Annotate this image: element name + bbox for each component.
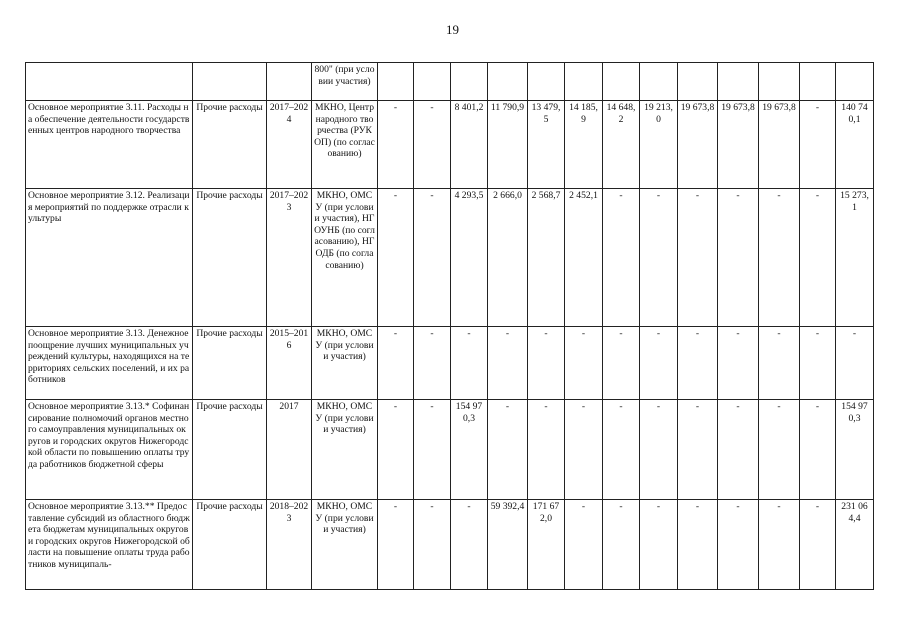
value-cell: 11 790,9	[488, 101, 528, 189]
executor-cell: 800" (при условии участия)	[312, 63, 378, 101]
funding-source-cell: Прочие расходы	[193, 500, 267, 590]
value-cell: -	[640, 327, 678, 400]
page-number: 19	[446, 22, 459, 37]
table-row	[26, 101, 874, 189]
value-cell: -	[640, 500, 678, 590]
value-cell: -	[640, 400, 678, 500]
value-cell: 19 673,8	[678, 101, 718, 189]
value-cell: -	[378, 327, 414, 400]
value-cell	[451, 63, 488, 101]
table-row	[26, 189, 874, 327]
value-cell: -	[565, 327, 603, 400]
executor-cell: МКНО, ОМСУ (при условии участия)	[312, 500, 378, 590]
value-cell	[565, 63, 603, 101]
value-cell: 140 740,1	[836, 101, 874, 189]
value-cell	[800, 63, 836, 101]
value-cell: -	[603, 189, 640, 327]
activity-name-cell	[26, 63, 193, 101]
value-cell: 14 185,9	[565, 101, 603, 189]
value-cell: 19 213,0	[640, 101, 678, 189]
value-cell	[528, 63, 565, 101]
value-cell: -	[414, 101, 451, 189]
funding-source-cell: Прочие расходы	[193, 327, 267, 400]
value-cell	[488, 63, 528, 101]
value-cell: -	[678, 500, 718, 590]
value-cell: -	[378, 500, 414, 590]
value-cell: 19 673,8	[718, 101, 759, 189]
table-row	[26, 500, 874, 590]
value-cell	[414, 63, 451, 101]
value-cell: 171 672,0	[528, 500, 565, 590]
value-cell	[836, 63, 874, 101]
executor-cell: МКНО, ОМСУ (при условии участия), НГОУНБ (по согласованию), НГОДБ (по согласованию)	[312, 189, 378, 327]
activity-name-cell: Основное мероприятие 3.11. Расходы на обеспечение деятельности государственных центров народного творчества	[26, 101, 193, 189]
value-cell: -	[565, 500, 603, 590]
value-cell: -	[759, 327, 800, 400]
value-cell: 4 293,5	[451, 189, 488, 327]
funding-source-cell: Прочие расходы	[193, 400, 267, 500]
period-cell	[267, 63, 312, 101]
value-cell: 2 568,7	[528, 189, 565, 327]
value-cell: -	[800, 327, 836, 400]
value-cell: 59 392,4	[488, 500, 528, 590]
value-cell: -	[414, 327, 451, 400]
executor-cell: МКНО, ОМСУ (при условии участия)	[312, 327, 378, 400]
activity-name-cell: Основное мероприятие 3.13.* Софинансирование полномочий органов местного самоуправления муниципальных округов и городских округов Нижегородской области по повышению оплаты труда работников бюджетной сферы	[26, 400, 193, 500]
value-cell: -	[603, 400, 640, 500]
value-cell	[678, 63, 718, 101]
activity-name-cell: Основное мероприятие 3.13. Денежное поощрение лучших муниципальных учреждений культуры, находящихся на территориях сельских поселений, и их работников	[26, 327, 193, 400]
value-cell: -	[718, 189, 759, 327]
table-row	[26, 327, 874, 400]
funding-source-cell: Прочие расходы	[193, 101, 267, 189]
table-row	[26, 63, 874, 101]
value-cell: -	[488, 400, 528, 500]
value-cell: 154 970,3	[451, 400, 488, 500]
value-cell: -	[378, 189, 414, 327]
value-cell: -	[678, 400, 718, 500]
value-cell: -	[378, 400, 414, 500]
value-cell: -	[603, 500, 640, 590]
activity-name-cell: Основное мероприятие 3.13.** Предоставление субсидий из областного бюджета бюджетам муниципальных округов и городских округов Нижегородской области на повышение оплаты труда работников муниципаль-	[26, 500, 193, 590]
value-cell: -	[451, 500, 488, 590]
value-cell	[378, 63, 414, 101]
value-cell: 2 666,0	[488, 189, 528, 327]
value-cell: -	[451, 327, 488, 400]
value-cell: 15 273,1	[836, 189, 874, 327]
value-cell: 8 401,2	[451, 101, 488, 189]
value-cell: -	[678, 189, 718, 327]
value-cell: -	[640, 189, 678, 327]
period-cell: 2015–2016	[267, 327, 312, 400]
value-cell: -	[759, 400, 800, 500]
value-cell: 154 970,3	[836, 400, 874, 500]
value-cell: -	[718, 400, 759, 500]
value-cell	[718, 63, 759, 101]
value-cell: -	[528, 400, 565, 500]
value-cell: -	[759, 189, 800, 327]
value-cell: 19 673,8	[759, 101, 800, 189]
value-cell: -	[800, 189, 836, 327]
period-cell: 2017	[267, 400, 312, 500]
value-cell	[603, 63, 640, 101]
period-cell: 2017–2024	[267, 101, 312, 189]
value-cell: 14 648,2	[603, 101, 640, 189]
value-cell: -	[528, 327, 565, 400]
value-cell: -	[800, 400, 836, 500]
value-cell: -	[603, 327, 640, 400]
value-cell	[759, 63, 800, 101]
value-cell: -	[678, 327, 718, 400]
value-cell: -	[718, 500, 759, 590]
executor-cell: МКНО, Центр народного творчества (РУКОП) (по согласованию)	[312, 101, 378, 189]
value-cell: -	[759, 500, 800, 590]
program-table	[25, 62, 874, 590]
funding-source-cell	[193, 63, 267, 101]
value-cell	[640, 63, 678, 101]
value-cell: 231 064,4	[836, 500, 874, 590]
value-cell: 13 479,5	[528, 101, 565, 189]
value-cell: -	[800, 101, 836, 189]
table-body	[26, 63, 874, 590]
value-cell: -	[414, 189, 451, 327]
activity-name-cell: Основное мероприятие 3.12. Реализация мероприятий по поддержке отрасли культуры	[26, 189, 193, 327]
period-cell: 2017–2023	[267, 189, 312, 327]
table-row	[26, 400, 874, 500]
value-cell: -	[718, 327, 759, 400]
value-cell: 2 452,1	[565, 189, 603, 327]
value-cell: -	[488, 327, 528, 400]
value-cell: -	[800, 500, 836, 590]
value-cell: -	[378, 101, 414, 189]
funding-source-cell: Прочие расходы	[193, 189, 267, 327]
value-cell: -	[836, 327, 874, 400]
value-cell: -	[414, 500, 451, 590]
executor-cell: МКНО, ОМСУ (при условии участия)	[312, 400, 378, 500]
value-cell: -	[414, 400, 451, 500]
value-cell: -	[565, 400, 603, 500]
period-cell: 2018–2023	[267, 500, 312, 590]
